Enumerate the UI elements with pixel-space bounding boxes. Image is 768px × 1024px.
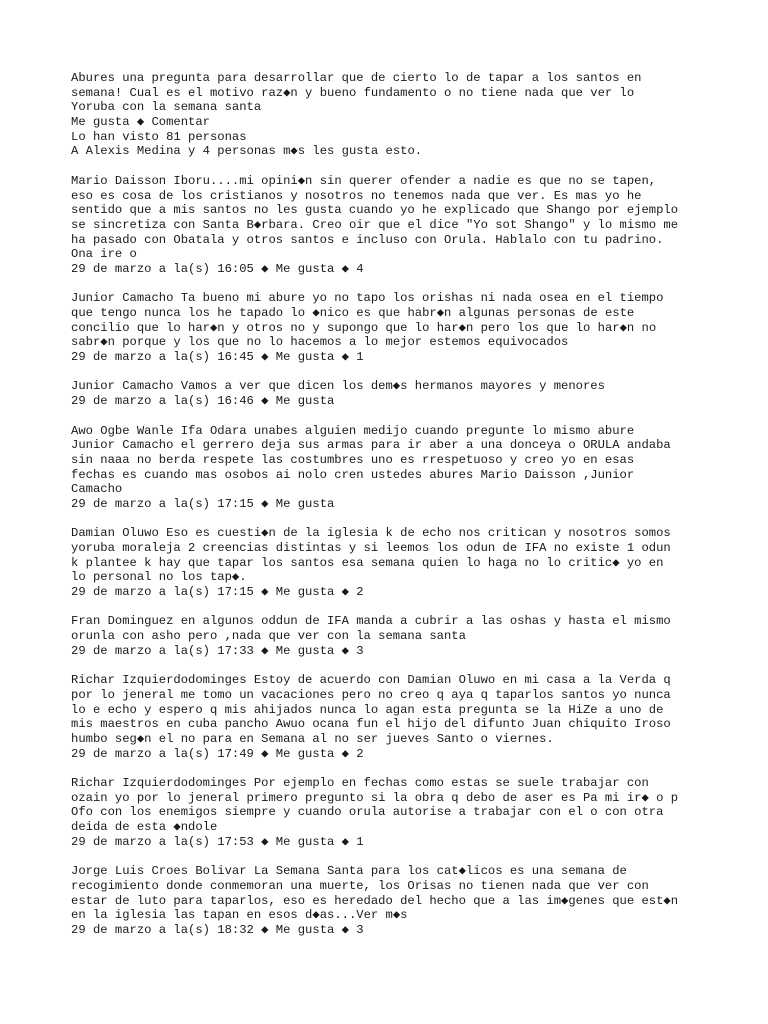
comment-line: Jorge Luis Croes Bolivar La Semana Santa para los cat◆licos es una semana de	[71, 864, 627, 879]
post-block	[71, 71, 711, 159]
comment-meta-line: 29 de marzo a la(s) 17:15 ◆ Me gusta	[71, 496, 335, 511]
comment-meta-line: 29 de marzo a la(s) 17:15 ◆ Me gusta ◆ 2	[71, 585, 364, 600]
comment-meta-line: 29 de marzo a la(s) 16:45 ◆ Me gusta ◆ 1	[71, 350, 364, 365]
comment-line: Richar Izquierdodominges Por ejemplo en fechas como estas se suele trabajar con	[71, 776, 649, 790]
comment-block	[71, 424, 711, 512]
comment-line: Fran Dominguez en algunos oddun de IFA manda a cubrir a las oshas y hasta el mismo	[71, 614, 671, 629]
comment-line: Junior Camacho Vamos a ver que dicen los dem◆s hermanos mayores y menores	[71, 379, 605, 394]
comment-line: Ofo con los enemigos siempre y cuando orula autorise a trabajar con el o con otra	[71, 805, 664, 820]
comment-meta-line: 29 de marzo a la(s) 17:49 ◆ Me gusta ◆ 2	[71, 746, 364, 761]
comment-line: sin naaa no berda respete las costumbres uno es rrespetuoso y creo yo en esas	[71, 452, 635, 467]
comment-meta-line: 29 de marzo a la(s) 16:05 ◆ Me gusta ◆ 4	[71, 261, 364, 276]
comment-line: sentido que a mis santos no les gusta cuando yo he explicado que Shango por ejemplo	[71, 203, 679, 218]
document-text	[71, 71, 711, 952]
comment-block	[71, 673, 711, 761]
comment-line: estar de luto para taparlos, eso es heredado del hecho que a las im◆genes que est◆n	[71, 893, 679, 908]
post-views-line: Lo han visto 81 personas	[71, 129, 247, 144]
comment-line: Junior Camacho Ta bueno mi abure yo no tapo los orishas ni nada osea en el tiempo	[71, 291, 664, 306]
comment-line: se sincretiza con Santa B◆rbara. Creo oir que el dice "Yo sot Shango" y lo mismo me	[71, 217, 679, 232]
comment-line: humbo seg◆n el no para en Semana al no ser jueves Santo o viernes.	[71, 731, 554, 746]
comment-block	[71, 776, 711, 849]
comment-line: ha pasado con Obatala y otros santos e incluso con Orula. Hablalo con tu padrino.	[71, 232, 664, 247]
comment-line: Richar Izquierdodominges Estoy de acuerdo con Damian Oluwo en mi casa a la Verda q	[71, 673, 671, 688]
comment-line: orunla con asho pero ,nada que ver con la semana santa	[71, 629, 466, 644]
post-line: semana! Cual es el motivo raz◆n y bueno fundamento o no tiene nada que ver lo	[71, 85, 635, 100]
comment-line: mis maestros en cuba pancho Awuo ocana fun el hijo del difunto Juan chiquito Iroso	[71, 717, 671, 732]
comment-meta-line: 29 de marzo a la(s) 17:53 ◆ Me gusta ◆ 1	[71, 834, 364, 849]
comment-line: sabr◆n porque y los que no lo hacemos a lo mejor estemos equivocados	[71, 335, 569, 350]
comment-block	[71, 526, 711, 599]
post-actions-line: Me gusta ◆ Comentar	[71, 115, 210, 130]
comment-meta-line: 29 de marzo a la(s) 18:32 ◆ Me gusta ◆ 3	[71, 922, 364, 937]
comment-line: Awo Ogbe Wanle Ifa Odara unabes alguien medijo cuando pregunte lo mismo abure	[71, 423, 635, 438]
comment-block	[71, 174, 711, 277]
comment-block	[71, 379, 711, 408]
comment-line: que tengo nunca los he tapado lo ◆nico es que habr◆n algunas personas de este	[71, 306, 635, 320]
comment-line: ozain yo por lo jeneral primero pregunto si la obra q debo de aser es Pa mi ir◆ o p	[71, 790, 679, 805]
comment-meta-line: 29 de marzo a la(s) 16:46 ◆ Me gusta	[71, 394, 335, 409]
comment-line: Ona ire o	[71, 247, 137, 262]
post-likes-line: A Alexis Medina y 4 personas m◆s les gusta esto.	[71, 144, 423, 159]
comment-line: k plantee k hay que tapar los santos esa semana quien lo haga no lo critic◆ yo en	[71, 555, 664, 570]
comment-meta-line: 29 de marzo a la(s) 17:33 ◆ Me gusta ◆ 3	[71, 643, 364, 658]
comment-line: fechas es cuando mas osobos ai nolo cren ustedes abures Mario Daisson ,Junior	[71, 467, 635, 482]
comment-line: Junior Camacho el gerrero deja sus armas para ir aber a una donceya o ORULA andaba	[71, 438, 671, 453]
comment-line: concilio que lo har◆n y otros no y supongo que lo har◆n pero los que lo har◆n no	[71, 320, 657, 335]
comment-line: yoruba moraleja 2 creencias distintas y si leemos los odun de IFA no existe 1 odun	[71, 541, 671, 555]
comment-line: Damian Oluwo Eso es cuesti◆n de la iglesia k de echo nos critican y nosotros somos	[71, 526, 671, 541]
comment-line: lo personal no los tap◆.	[71, 570, 247, 585]
comment-line: recogimiento donde conmemoran una muerte, los Orisas no tienen nada que ver con	[71, 878, 649, 893]
post-line: Yoruba con la semana santa	[71, 100, 262, 115]
comment-line: Mario Daisson Iboru....mi opini◆n sin querer ofender a nadie es que no se tapen,	[71, 173, 657, 188]
comment-block	[71, 614, 711, 658]
comment-line: en la iglesia las tapan en esos d◆as...Ver m◆s	[71, 908, 408, 923]
comment-line: Camacho	[71, 482, 123, 497]
comment-block	[71, 291, 711, 364]
comment-line: eso es cosa de los cristianos y nosotros no tenemos nada que ver. Es mas yo he	[71, 188, 642, 203]
post-line: Abures una pregunta para desarrollar que de cierto lo de tapar a los santos en	[71, 71, 642, 85]
comment-line: lo e echo y espero q mis ahijados nunca lo agan esta pregunta se la HiZe a uno de	[71, 702, 664, 717]
comment-line: por lo jeneral me tomo un vacaciones pero no creo q aya q taparlos santos yo nunca	[71, 687, 671, 702]
comment-line: deida de esta ◆ndole	[71, 820, 218, 835]
comment-block	[71, 864, 711, 937]
